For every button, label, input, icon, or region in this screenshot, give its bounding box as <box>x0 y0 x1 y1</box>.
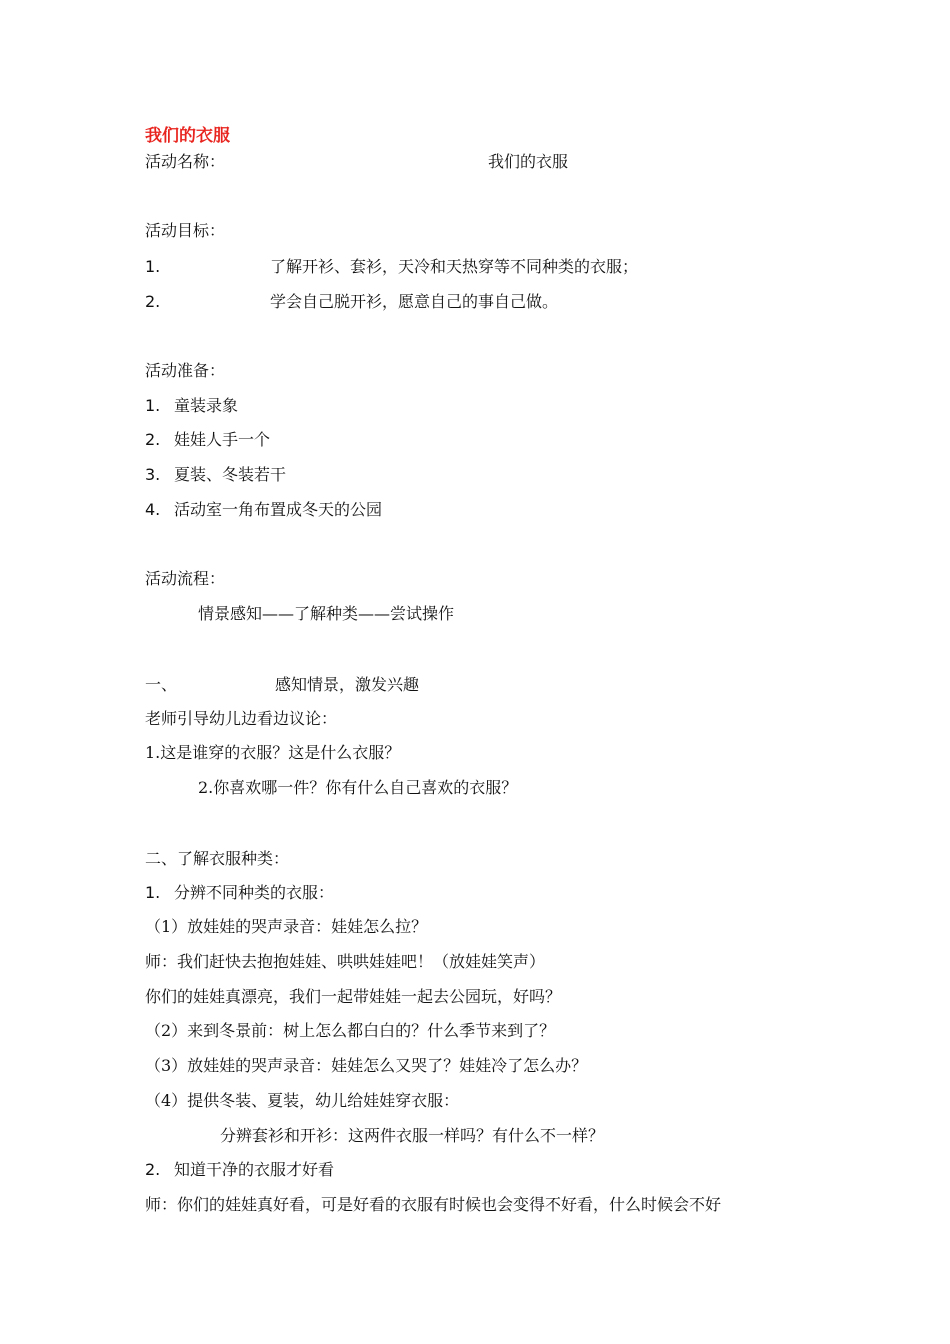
prep-item <box>145 429 271 451</box>
prep-label: 活动准备： <box>145 361 226 380</box>
paragraph: 师：你们的娃娃真好看，可是好看的衣服有时候也会变得不好看，什么时候会不好 <box>145 1195 722 1214</box>
goal-text: 了解开衫、套衫，天冷和天热穿等不同种类的衣服； <box>270 257 639 276</box>
section-one-number: 一、 <box>145 675 178 694</box>
section-one-title: 感知情景，激发兴趣 <box>275 675 420 694</box>
prep-number: 3. <box>145 465 161 484</box>
prep-text: 童装录象 <box>174 396 239 415</box>
prep-item <box>145 499 383 521</box>
activity-name-value: 我们的衣服 <box>488 152 569 171</box>
paragraph: 分辨套衫和开衫：这两件衣服一样吗？有什么不一样？ <box>220 1126 605 1145</box>
paragraph: （2）来到冬景前：树上怎么都白白的？什么季节来到了？ <box>145 1021 556 1040</box>
section-one-heading <box>145 674 420 696</box>
activity-name-row <box>145 151 569 173</box>
paragraph: 你们的娃娃真漂亮，我们一起带娃娃一起去公园玩，好吗？ <box>145 987 562 1006</box>
goal-item <box>145 291 559 313</box>
subheading-text: 分辨不同种类的衣服： <box>174 883 335 902</box>
prep-text: 娃娃人手一个 <box>174 430 271 449</box>
section-two-subheading <box>145 882 335 904</box>
goal-text: 学会自己脱开衫，愿意自己的事自己做。 <box>270 292 559 311</box>
paragraph: （4）提供冬装、夏装，幼儿给娃娃穿衣服： <box>145 1091 460 1110</box>
prep-number: 2. <box>145 430 161 449</box>
prep-number: 1. <box>145 396 161 415</box>
section-two-subheading <box>145 1159 335 1181</box>
subheading-number: 2. <box>145 1160 161 1179</box>
goal-number: 1. <box>145 257 161 276</box>
prep-text: 夏装、冬装若干 <box>174 465 287 484</box>
paragraph: （1）放娃娃的哭声录音：娃娃怎么拉？ <box>145 917 428 936</box>
activity-name-label: 活动名称： <box>145 152 226 171</box>
prep-number: 4. <box>145 500 161 519</box>
goals-label: 活动目标： <box>145 221 226 240</box>
prep-item <box>145 395 239 417</box>
paragraph: 师：我们赶快去抱抱娃娃、哄哄娃娃吧！（放娃娃笑声） <box>145 952 546 971</box>
goal-item <box>145 256 639 278</box>
section-one-question: 1.这是谁穿的衣服？这是什么衣服？ <box>145 743 401 762</box>
paragraph: （3）放娃娃的哭声录音：娃娃怎么又哭了？娃娃冷了怎么办？ <box>145 1056 588 1075</box>
document-title: 我们的衣服 <box>145 126 230 146</box>
subheading-text: 知道干净的衣服才好看 <box>174 1160 335 1179</box>
subheading-number: 1. <box>145 883 161 902</box>
section-one-intro: 老师引导幼儿边看边议论： <box>145 709 338 728</box>
section-one-question: 2.你喜欢哪一件？你有什么自己喜欢的衣服？ <box>198 778 518 797</box>
flow-label: 活动流程： <box>145 569 226 588</box>
section-two-heading: 二、了解衣服种类： <box>145 849 290 868</box>
flow-text: 情景感知——了解种类——尝试操作 <box>198 604 455 623</box>
prep-item <box>145 464 287 486</box>
prep-text: 活动室一角布置成冬天的公园 <box>174 500 383 519</box>
goal-number: 2. <box>145 292 161 311</box>
